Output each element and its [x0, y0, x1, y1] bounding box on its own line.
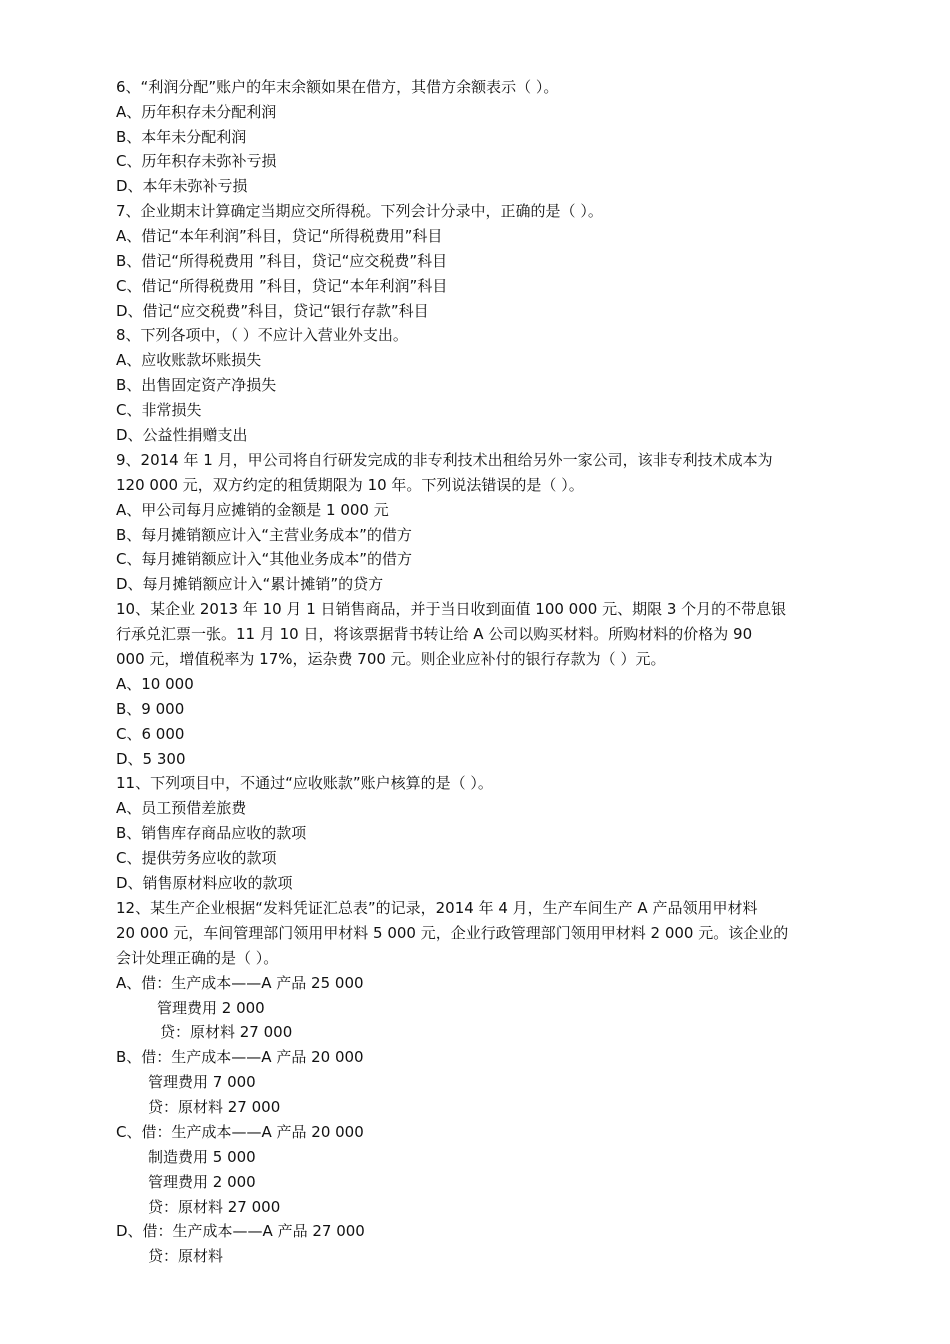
question-12-option-a-debit-2: 管理费用 2 000: [157, 999, 265, 1017]
question-8-stem: 8、下列各项中，（ ）不应计入营业外支出。: [116, 326, 408, 344]
question-8-option-a: A、应收账款坏账损失: [116, 351, 262, 369]
question-8-option-b: B、出售固定资产净损失: [116, 376, 277, 394]
question-7-stem: 7、企业期末计算确定当期应交所得税。下列会计分录中，正确的是（ ）。: [116, 202, 603, 220]
question-9-stem-line-2: 120 000 元，双方约定的租赁期限为 10 年。下列说法错误的是（ ）。: [116, 476, 584, 494]
question-6-option-a: A、历年积存未分配利润: [116, 103, 277, 121]
question-12-option-c-debit-3: 管理费用 2 000: [148, 1173, 256, 1191]
question-12-option-b-debit-1: B、借：生产成本——A 产品 20 000: [116, 1048, 364, 1066]
question-12-option-d-debit-1: D、借：生产成本——A 产品 27 000: [116, 1222, 365, 1240]
question-12-option-b-debit-2: 管理费用 7 000: [148, 1073, 256, 1091]
question-7-option-b: B、借记“所得税费用 ”科目，贷记“应交税费”科目: [116, 252, 448, 270]
question-12-stem-line-1: 12、某生产企业根据“发料凭证汇总表”的记录，2014 年 4 月，生产车间生产 A 产品领用甲材料: [116, 899, 758, 917]
question-9-option-d: D、每月摊销额应计入“累计摊销”的贷方: [116, 575, 384, 593]
question-12-option-d-credit: 贷：原材料: [148, 1247, 224, 1265]
question-8-option-c: C、非常损失: [116, 401, 202, 419]
question-12-stem-line-2: 20 000 元，车间管理部门领用甲材料 5 000 元，企业行政管理部门领用甲材料 2 000 元。该企业的: [116, 924, 789, 942]
question-7-option-d: D、借记“应交税费”科目，贷记“银行存款”科目: [116, 302, 429, 320]
question-12-stem-line-3: 会计处理正确的是（ ）。: [116, 949, 279, 967]
question-10-option-a: A、10 000: [116, 675, 194, 693]
question-6-option-c: C、历年积存未弥补亏损: [116, 152, 277, 170]
question-7-option-a: A、借记“本年利润”科目，贷记“所得税费用”科目: [116, 227, 443, 245]
question-10-option-d: D、5 300: [116, 750, 186, 768]
question-11-option-d: D、销售原材料应收的款项: [116, 874, 293, 892]
question-12-option-a-debit-1: A、借：生产成本——A 产品 25 000: [116, 974, 364, 992]
question-9-stem-line-1: 9、2014 年 1 月，甲公司将自行研发完成的非专利技术出租给另外一家公司，该非专利技术成本为: [116, 451, 773, 469]
question-6-stem: 6、“利润分配”账户的年末余额如果在借方，其借方余额表示（ ）。: [116, 78, 559, 96]
question-6-option-d: D、本年未弥补亏损: [116, 177, 248, 195]
question-12-option-c-credit: 贷：原材料 27 000: [148, 1198, 281, 1216]
question-9-option-a: A、甲公司每月应摊销的金额是 1 000 元: [116, 501, 389, 519]
question-9-option-b: B、每月摊销额应计入“主营业务成本”的借方: [116, 526, 412, 544]
question-9-option-c: C、每月摊销额应计入“其他业务成本”的借方: [116, 550, 413, 568]
question-11-option-c: C、提供劳务应收的款项: [116, 849, 277, 867]
question-8-option-d: D、公益性捐赠支出: [116, 426, 248, 444]
question-11-stem: 11、下列项目中，不通过“应收账款”账户核算的是（ ）。: [116, 774, 493, 792]
question-10-option-c: C、6 000: [116, 725, 185, 743]
question-12-option-a-credit: 贷：原材料 27 000: [160, 1023, 293, 1041]
question-11-option-a: A、员工预借差旅费: [116, 799, 247, 817]
question-12-option-c-debit-1: C、借：生产成本——A 产品 20 000: [116, 1123, 364, 1141]
question-11-option-b: B、销售库存商品应收的款项: [116, 824, 307, 842]
question-10-option-b: B、9 000: [116, 700, 185, 718]
question-10-stem-line-1: 10、某企业 2013 年 10 月 1 日销售商品，并于当日收到面值 100 000 元、期限 3 个月的不带息银: [116, 600, 787, 618]
question-10-stem-line-2: 行承兑汇票一张。11 月 10 日，将该票据背书转让给 A 公司以购买材料。所购材料的价格为 90: [116, 625, 753, 643]
question-12-option-c-debit-2: 制造费用 5 000: [148, 1148, 256, 1166]
question-10-stem-line-3: 000 元，增值税率为 17%，运杂费 700 元。则企业应补付的银行存款为（ ）元。: [116, 650, 666, 668]
question-6-option-b: B、本年未分配利润: [116, 128, 247, 146]
question-12-option-b-credit: 贷：原材料 27 000: [148, 1098, 281, 1116]
question-7-option-c: C、借记“所得税费用 ”科目，贷记“本年利润”科目: [116, 277, 448, 295]
